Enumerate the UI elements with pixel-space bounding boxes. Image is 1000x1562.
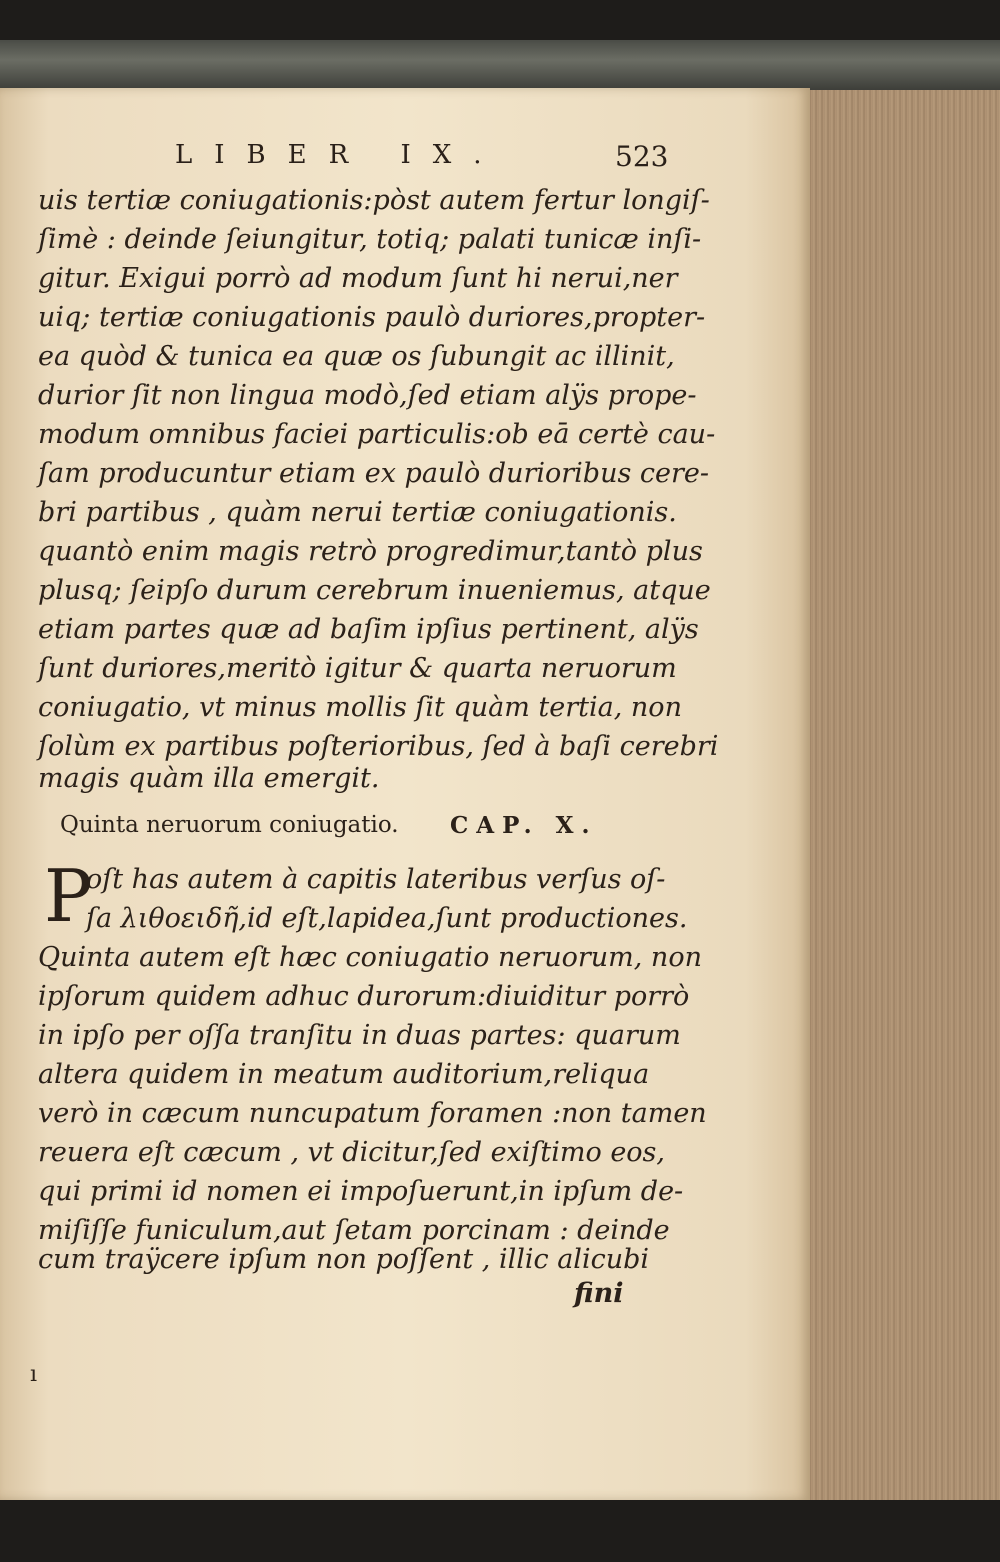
text-line: ſolùm ex partibus poſterioribus, ſed à baſi cerebri xyxy=(38,731,719,762)
text-line: coniugatio, vt minus mollis ſit quàm tertia, non xyxy=(38,692,682,723)
chapter-title: Quinta neruorum coniugatio. xyxy=(60,812,399,838)
page-number: 523 xyxy=(615,140,669,173)
text-line: quantò enim magis retrò progredimur,tantò plus xyxy=(38,536,703,567)
text-line: in ipſo per oſſa tranſitu in duas partes: quarum xyxy=(38,1020,681,1051)
text-line: ipſorum quidem adhuc durorum:diuiditur porrò xyxy=(38,981,690,1012)
text-line: uiq; tertiæ coniugationis paulò duriores,propter- xyxy=(38,302,706,333)
stray-mark: ı xyxy=(30,1362,38,1387)
text-line: plusq; ſeipſo durum cerebrum inueniemus, atque xyxy=(38,575,711,606)
text-line: verò in cæcum nuncupatum foramen :non tamen xyxy=(38,1098,707,1129)
text-line: reuera eſt cæcum , vt dicitur,ſed exiſtimo eos, xyxy=(38,1137,665,1168)
text-line: oſt has autem à capitis lateribus verſus oſ- xyxy=(86,864,666,895)
text-line: gitur. Exigui porrò ad modum ſunt hi nerui,ner xyxy=(38,263,678,294)
text-line: miſiſſe funiculum,aut ſetam porcinam : deinde xyxy=(38,1215,670,1246)
text-line: ſa λιθοειδῆ,id eſt,lapidea,ſunt productiones. xyxy=(86,903,688,934)
page-edges xyxy=(800,90,1000,1500)
running-title: LIBER IX. xyxy=(175,140,504,170)
catchword: fini xyxy=(574,1278,624,1309)
text-line: ſunt duriores,meritò igitur & quarta neruorum xyxy=(38,653,677,684)
text-line: ea quòd & tunica ea quæ os ſubungit ac illinit, xyxy=(38,341,675,372)
text-line: altera quidem in meatum auditorium,reliqua xyxy=(38,1059,650,1090)
text-line: cum traÿcere ipſum non poſſent , illic alicubi xyxy=(38,1244,650,1275)
book-binding-top xyxy=(0,40,1000,90)
text-line: ſimè : deinde ſeiungitur, totiq; palati tunicæ inſi- xyxy=(38,224,702,255)
chapter-heading xyxy=(60,812,600,838)
text-line: Quinta autem eſt hæc coniugatio neruorum, non xyxy=(38,942,702,973)
text-line: bri partibus , quàm nerui tertiæ coniugationis. xyxy=(38,497,677,528)
drop-capital: P xyxy=(44,854,93,938)
text-line: uis tertiæ coniugationis:pòst autem fertur longiſ- xyxy=(38,185,710,216)
text-line: etiam partes quæ ad baſim ipſius pertinent, alÿs xyxy=(38,614,699,645)
text-line: modum omnibus faciei particulis:ob eā certè cau- xyxy=(38,419,716,450)
text-line: ſam producuntur etiam ex paulò durioribus cere- xyxy=(38,458,710,489)
chapter-number: CAP. X. xyxy=(450,812,598,839)
text-line: magis quàm illa emergit. xyxy=(38,763,380,794)
text-line: durior ſit non lingua modò,ſed etiam alÿs prope- xyxy=(38,380,697,411)
text-line: qui primi id nomen ei impoſuerunt,in ipſum de- xyxy=(38,1176,684,1207)
